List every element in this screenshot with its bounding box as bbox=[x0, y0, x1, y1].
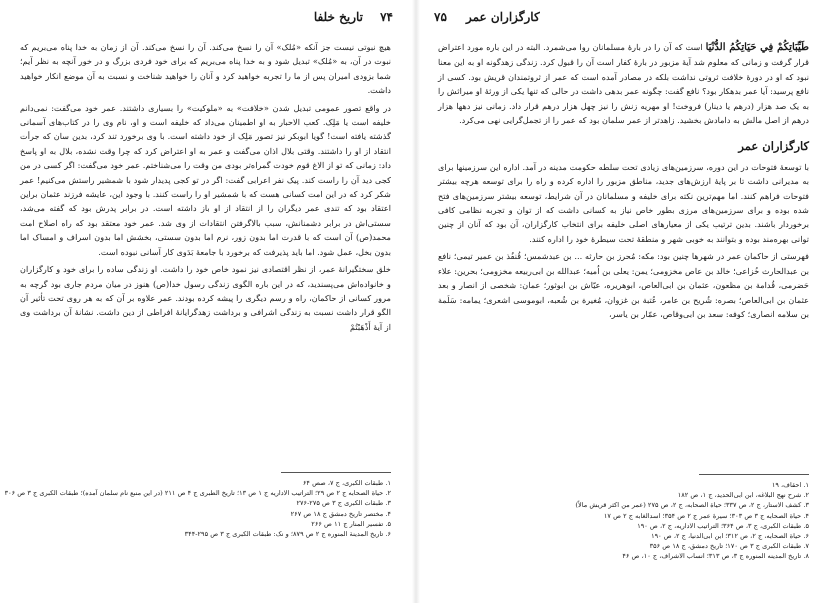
footnote: ۳. کشف الاستار، ج ۲، ص ۳۳۷؛ حیاة الصحابه، ج ۲، ص ۲۷۵ (عمر من اکثر قریش مالاً) bbox=[575, 501, 809, 510]
paragraph bbox=[438, 40, 809, 127]
left-page bbox=[4, 0, 403, 603]
footnote: ۶. تاریخ المدینة المنوره ج ۲ ص ۸۷۹؛ و نک: طبقات الکبری ج ۳ ص ۲۹۵-۳۴۴ bbox=[184, 530, 391, 539]
book-gutter bbox=[412, 0, 420, 603]
quranic-quote: طَيِّبَاتِكُمْ فِي حَيَاتِكُمُ الدُّنْيَا bbox=[705, 42, 809, 53]
footnote: ۵. طبقات الکبری، ج ۳، ص ۳۶۴؛ التراتیب الاداریه، ج ۲، ص ۱۹۰ bbox=[637, 521, 809, 530]
paragraph: هیچ نبوتی نیست جز آنکه «مُلک» آن را نسخ می‌کند. آن را نسخ می‌کند. آن از زمان به خدا پناه می‌بریم که نبوت در آن، به «مُلک» تبدیل شود و به خدا پناه می‌بریم که برای خود فردی بزرگ و در خور آنچه به نظر آیم؛ شما بزودی امیران پس از ما را تجربه خواهید کرد و آنان را خواهید شناخت و نسبت به آن موضع انکار خواهید داشت. bbox=[20, 42, 391, 96]
right-page-number: ۷۵ bbox=[434, 10, 447, 24]
footnote: ۱. احقاف، ۱۹ bbox=[771, 481, 809, 489]
footnote: ۲. حیاة الصحابه ج ۲ ص ۲۹؛ التراتیب الاداریه ج ۱ ص ۱۳؛ تاریخ الطبری ج ۴ ص ۲۱۱ (در این منبع نام سلمان آمده)؛ طبقات الکبری ج ۳ ص ۳۰۶ bbox=[4, 489, 391, 498]
footnote: ۷. طبقات الکبری ج ۳ ص ۱۷۰؛ تاریخ دمشق، ج ۱۸ ص ۳۵۶ bbox=[649, 542, 809, 551]
left-page-number: ۷۴ bbox=[380, 10, 393, 24]
footnote: ۱. طبقات الکبری، ج ۷، صص ۶۴ bbox=[302, 479, 391, 487]
footnote: ۸. تاریخ المدینه المنوره ج ۳، ص ۳۱۳؛ انساب الاشراف، ج ۱۰، ص ۴۶ bbox=[622, 552, 809, 561]
right-page-body bbox=[438, 40, 809, 324]
left-running-title: تاریخ خلفا bbox=[313, 10, 363, 24]
footnote: ۴. حیاة الصحابه ج ۳ ص ۳۰۳؛ سیرهٔ عمر ج ۲ ص ۳۵۴؛ اسدالغابه ج ۲ ص ۱۷ bbox=[603, 511, 809, 520]
footnote: ۴. مختصر تاریخ دمشق ج ۱۸ ص ۲۶۷ bbox=[290, 509, 391, 518]
right-footnotes bbox=[438, 480, 809, 562]
paragraph-text: است که آن را در بارهٔ مسلمانان روا می‌شمرد. البته در این باره مورد اعتراض قرار گرفت و زمانی که معلوم شد آیهٔ مزبور در بارهٔ کفار است آن را قبول کرد. زندگی زهدگونه او به این معنا نبود که او در دورهٔ خلافت ثروتی نداشت بلکه در مصادر آمده است که عمر از ثروتمندان قریش بود. کسی از نافع پرسید: آیا عمر بدهکار بود؟ نافع گفت: چگونه عمر بدهی داشت در حالی که تنها یکی از ورثهٔ او میراثش را به یک صد هزار (درهم یا دینار) فروخت! او مهریه زنش را نیز چهل هزار درهم قرار داد. زمانی نیز دهها هزار درهم از اصل مالش به دامادش بخشید. زاهدتر از عمر سلمان بود که عمر را از تجمل‌گرایی نهی می‌کرد. bbox=[438, 42, 809, 126]
footnote: ۳. طبقات الکبری ج ۳ ص ۲۷۵-۲۷۶ bbox=[296, 499, 391, 508]
paragraph: خلق سختگیرانهٔ عمر، از نظر اقتصادی نیز نمود خاص خود را داشت. او زندگی ساده را برای خود و کارگزاران و خانواده‌اش می‌پسندید، که در این باره الگوی زندگی رسول خدا(ص) هنوز در میان مردم جاری بود گرچه به مرور کسانی از حاکمان، راه و رسم دیگری را پیشه کرده بودند. عمر علاوه بر آن که به هر روی تحت تأثیر آن الگو قرار داشت نسبت به زندگی اشرافی و برداشت زهدگرایانهٔ افراطی از دین داشت. نشانهٔ آن برداشت وی از آیهٔ أَذْهَبْتُمْ bbox=[20, 264, 391, 332]
right-running-title: کارگزاران عمر bbox=[466, 10, 540, 24]
left-page-header bbox=[8, 10, 403, 30]
footnote: ۶. حیاة الصحابه، ج ۲، ص ۳۱۲؛ ابن ابی‌الدنیا، ج ۲، ص ۱۹۰ bbox=[651, 532, 809, 541]
left-footnotes bbox=[4, 478, 391, 539]
paragraph: فهرستی از حاکمان عمر در شهرها چنین بود: مکه: مُحرز بن حارثه ... بن عبدشمس؛ قُنفُذ بن عمیر تیمی؛ نافع بن عبدالحارث خُزاعی؛ خالد بن عاص مخزومی؛ یمن: یعلی بن اُمیه؛ عبدالله بن ابی‌ربیعه مخزومی؛ بحرین: علاء حَضرمی، قُدامة بن مظعون، عثمان بن ابی‌العاص، ابوهریره، عیّاش بن ابوثور؛ عمان: شخصی از انصار و بعد عثمان بن ابی‌العاص؛ بصره: شُریح بن عامر، عُتبة بن غزوان، مُغیرة بن شُعبه، ابوموسی اشعری؛ یمامه: سَلَمة بن سلامه انصاری؛ کوفه: سعد بن ابی‌وقاص، عمّار بن یاسر، bbox=[438, 251, 809, 319]
footnote-rule bbox=[281, 472, 391, 473]
right-page bbox=[426, 0, 821, 603]
footnote: ۲. شرح نهج البلاغه، ابن ابی‌الحدید، ج ۱، ص ۱۸۲ bbox=[677, 491, 809, 500]
right-page-header bbox=[426, 10, 821, 30]
section-heading: کارگزاران عمر bbox=[738, 139, 809, 154]
paragraph: در واقع تصور عمومی تبدیل شدن «خلافت» به «ملوکیت» را بسیاری داشتند. عمر خود می‌گفت: نمی‌دانم خلیفه است یا مَلِک. کعب الاحبار به او اطمینان می‌داد که خلیفه است و او، نام وی را در کتاب‌های آسمانی گذشته یافته است! گویا ابوبکر نیز تصور مَلِک از خود داشته است. با وی برخورد تند کرد، بدین سان که جرأت انتقاد از او را داشتند. وقتی بلال اذان می‌گفت و عمر به او اعتراض کرد که چرا وقت نشده، بلال به او پاسخ داد: زمانی که تو از الاغ قوم خودت گمراه‌تر بودی من وقت را می‌شناختم. عمر خود می‌گفت: اگر کسی در من کجی دید آن را راست کند. پیک نفر اعرابی گفت: اگر در تو کجی پدیدار شود با شمشیر راستش می‌کنیم! عمر شکر کرد که در این امت کسانی هست که با شمشیر او را راست کنند. با وجود این، عایشه فرزند عثمان براین اعتقاد بود که تندی عمر دیگران را از انتقاد از او باز داشته است. در برابر پدرش بود که گفته می‌شد، سستی‌اش در برابر دشمنانش، سبب بالاگرفتن انتقادات از وی شد. عمر خود معتقد بود که راه اصلاح امت محمد(ص) آن است که با قدرت اما بدون زور، نرم اما بدون سستی، بخشش اما بدون اسراف و امساک اما بدون بخل، عمل شود. اما باید پذیرفت که برخورد با جامعهٔ بَدَوی کار آسانی نبوده است. bbox=[20, 102, 391, 257]
footnote-rule bbox=[699, 474, 809, 475]
paragraph: با توسعهٔ فتوحات در این دوره، سرزمین‌های زیادی تحت سلطه حکومت مدینه در آمد. اداره این سرزمینها برای به مدیرانی داشت تا بر پایهٔ ارزش‌های جدید، مناطق مزبور را اداره کرده و راه را برای توسعه هرچه بیشتر فتوحات فراهم کنند. اما مهم‌ترین نکته برای خلیفه و مسلمانان در آن شرایط، توسعه بیشتر سرزمین‌های فتح شده بوده و برای سرزمین‌های مرزی بطور خاص نیاز به کسانی داشت که از توان و تجربه نظامی کافی برخوردار باشند. بدین ترتیب یکی از معیارهای اصلی خلیفه برای انتخاب کارگزاران، آن بود که آنان از چنین توانی بهره‌مند بوده و بتوانند به خوبی شهر و منطقهٔ تحت سیطرهٔ خود را اداره کنند. bbox=[438, 161, 809, 244]
left-page-body bbox=[20, 40, 391, 337]
footnote: ۵. تفسیر المنار ج ۱۱ ص ۲۶۶ bbox=[311, 519, 391, 528]
